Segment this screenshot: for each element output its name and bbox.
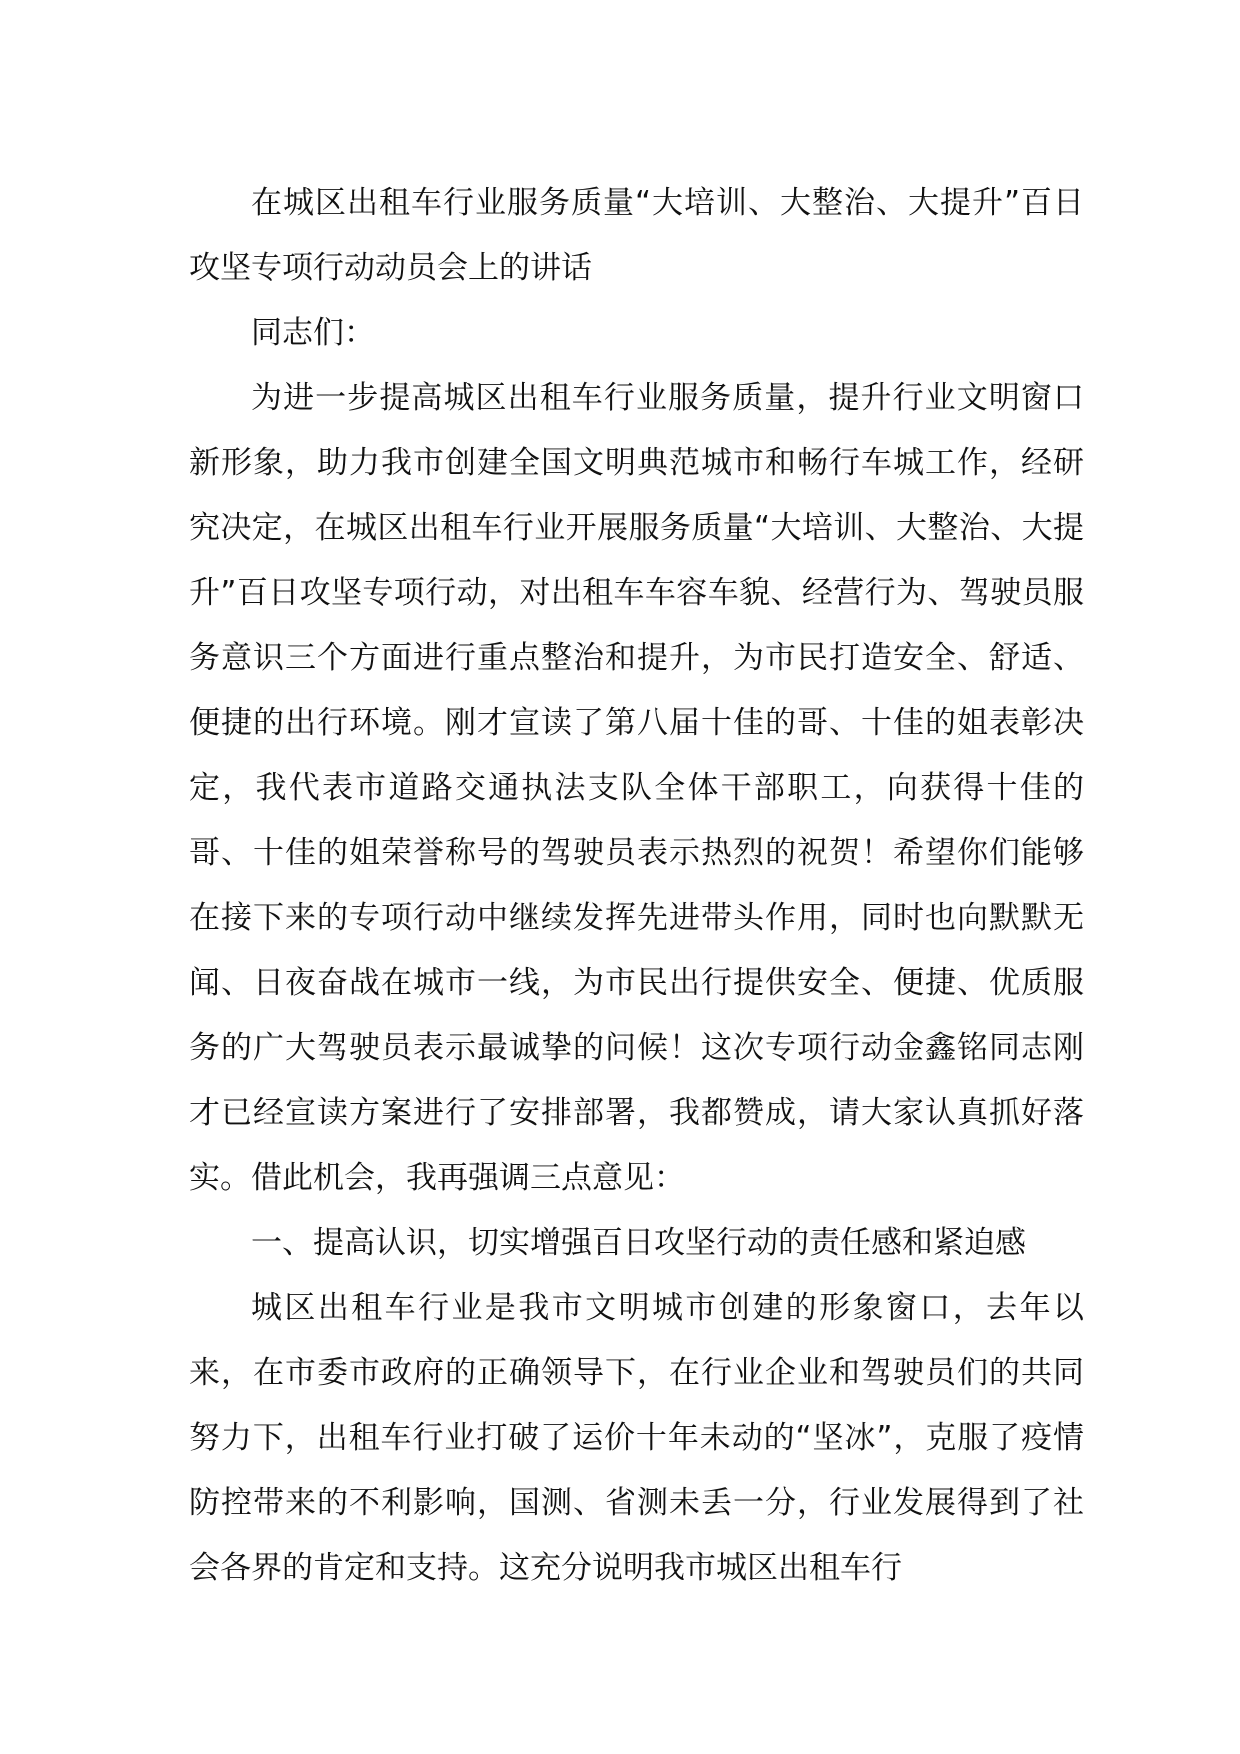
paragraph-section-1: 城区出租车行业是我市文明城市创建的形象窗口，去年以来，在市委市政府的正确领导下，在行业企业和驾驶员们的共同努力下，出租车行业打破了运价十年未动的“坚冰”，克服了疫情防控带来的不利影响，国测、省测未丢一分，行业发展得到了社会各界的肯定和支持。这充分说明我市城区出租车行 [189,1290,1084,1586]
document-title: 在城区出租车行业服务质量“大培训、大整治、大提升”百日攻坚专项行动动员会上的讲话 [189,185,1084,286]
paragraph-intro: 为进一步提高城区出租车行业服务质量，提升行业文明窗口新形象，助力我市创建全国文明典范城市和畅行车城工作，经研究决定，在城区出租车行业开展服务质量“大培训、大整治、大提升”百日攻坚专项行动，对出租车车容车貌、经营行为、驾驶员服务意识三个方面进行重点整治和提升，为市民打造安全、舒适、便捷的出行环境。刚才宣读了第八届十佳的哥、十佳的姐表彰决定，我代表市道路交通执法支队全体干部职工，向获得十佳的哥、十佳的姐荣誉称号的驾驶员表示热烈的祝贺！希望你们能够在接下来的专项行动中继续发挥先进带头作用，同时也向默默无闻、日夜奋战在城市一线，为市民出行提供安全、便捷、优质服务的广大驾驶员表示最诚挚的问候！这次专项行动金鑫铭同志刚才已经宣读方案进行了安排部署，我都赞成，请大家认真抓好落实。借此机会，我再强调三点意见： [189,380,1084,1196]
document-body [189,171,1084,1601]
section-heading-1: 一、提高认识，切实增强百日攻坚行动的责任感和紧迫感 [251,1225,1026,1261]
salutation: 同志们： [251,315,375,351]
